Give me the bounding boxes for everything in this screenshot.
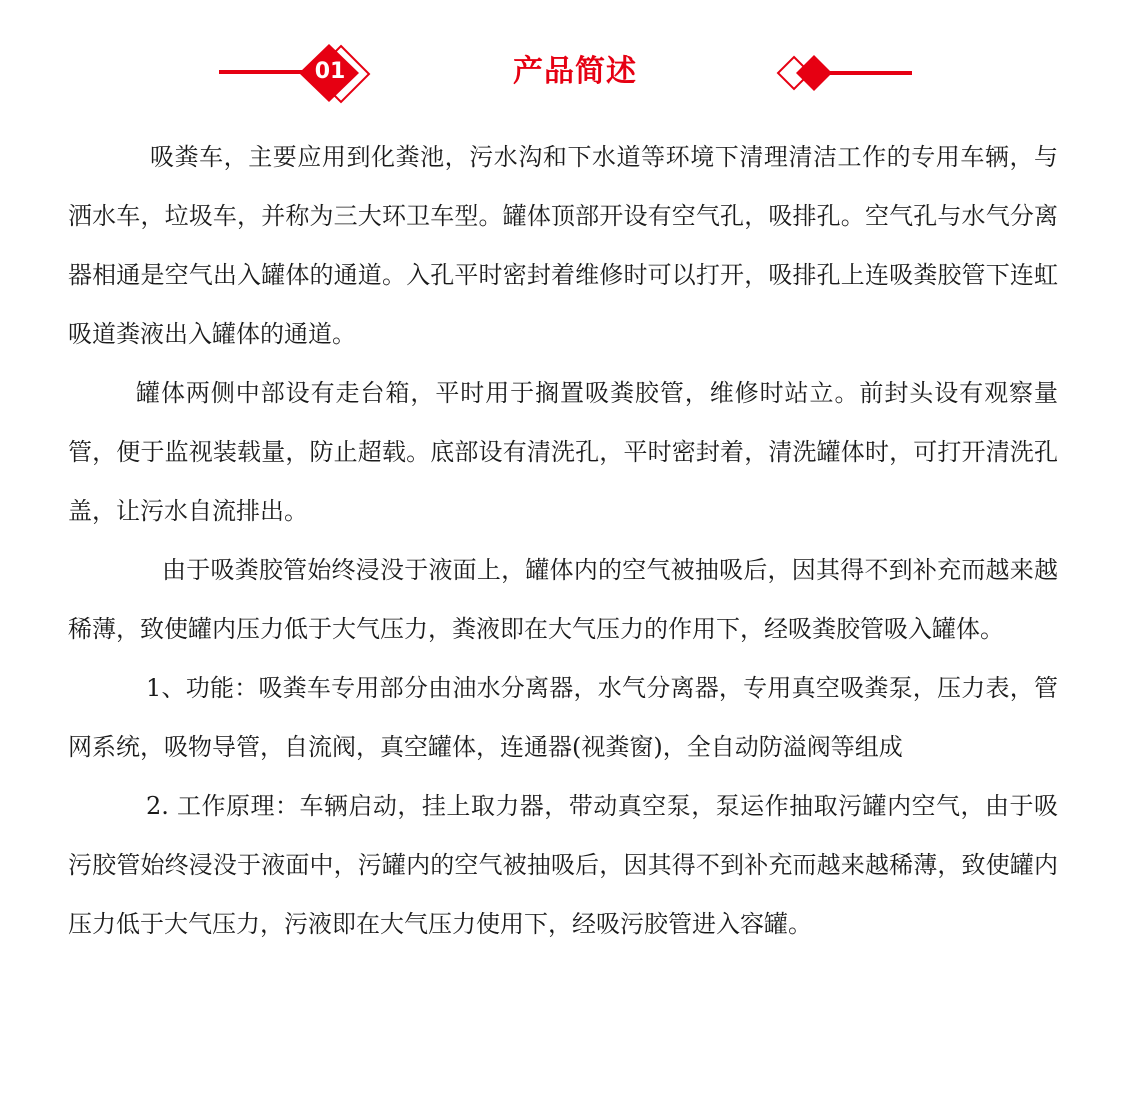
right-ornament-icon bbox=[772, 40, 922, 106]
section-title: 产品简述 bbox=[513, 54, 637, 89]
paragraph-working-principle: 2. 工作原理：车辆启动，挂上取力器，带动真空泵，泵运作抽取污罐内空气，由于吸污胶管始终浸没于液面中，污罐内的空气被抽吸后，因其得不到补充而越来越稀薄，致使罐内压力低于大气压力，污液即在大气压力使用下，经吸污胶管进入容罐。 bbox=[68, 792, 1058, 938]
paragraph-suction-principle: 由于吸粪胶管始终浸没于液面上，罐体内的空气被抽吸后，因其得不到补充而越来越稀薄，致使罐内压力低于大气压力，粪液即在大气压力的作用下，经吸粪胶管吸入罐体。 bbox=[68, 556, 1058, 643]
section-header bbox=[0, 40, 1131, 106]
left-ornament-icon bbox=[215, 40, 385, 106]
section-number-badge: 01 bbox=[314, 59, 346, 84]
paragraph-structure: 罐体两侧中部设有走台箱，平时用于搁置吸粪胶管，维修时站立。前封头设有观察量管，便于监视装载量，防止超载。底部设有清洗孔，平时密封着，清洗罐体时，可打开清洗孔盖，让污水自流排出。 bbox=[68, 379, 1058, 525]
paragraph-overview: 吸粪车，主要应用到化粪池，污水沟和下水道等环境下清理清洁工作的专用车辆，与洒水车，垃圾车，并称为三大环卫车型。罐体顶部开设有空气孔，吸排孔。空气孔与水气分离器相通是空气出入罐体的通道。入孔平时密封着维修时可以打开，吸排孔上连吸粪胶管下连虹吸道粪液出入罐体的通道。 bbox=[68, 143, 1058, 348]
product-description bbox=[68, 128, 1058, 954]
paragraph-function: 1、功能：吸粪车专用部分由油水分离器，水气分离器，专用真空吸粪泵，压力表，管网系统，吸物导管，自流阀，真空罐体，连通器(视粪窗)，全自动防溢阀等组成 bbox=[68, 674, 1058, 761]
